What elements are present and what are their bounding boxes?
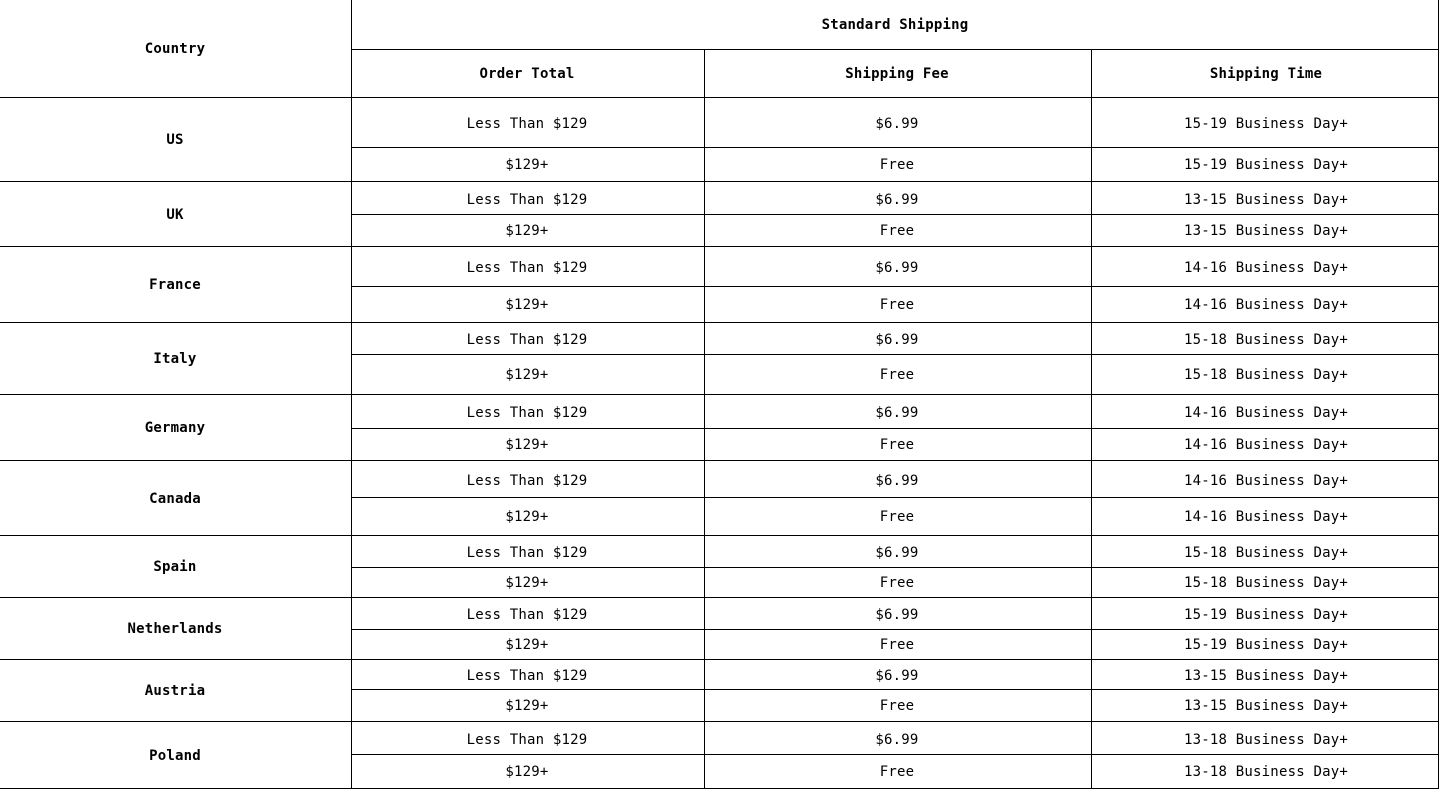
column-header: Order Total — [479, 66, 575, 82]
shipping-time-cell: 13-15 Business Day+ — [1184, 668, 1348, 684]
shipping-fee-cell: Free — [879, 764, 915, 780]
order-total-cell: Less Than $129 — [466, 731, 588, 748]
country-row-line — [0, 246, 1439, 247]
tier-row-line — [351, 428, 1439, 429]
shipping-time-cell: 13-18 Business Day+ — [1184, 731, 1348, 748]
shipping-fee-cell: $6.99 — [875, 545, 919, 561]
tier-row-line — [351, 214, 1439, 215]
order-total-cell: $129+ — [505, 637, 549, 653]
shipping-fee-cell: Free — [879, 297, 915, 313]
country-row-line — [0, 659, 1439, 660]
order-total-cell: $129+ — [505, 764, 549, 780]
order-total-cell: Less Than $129 — [466, 116, 588, 132]
shipping-time-cell: 14-16 Business Day+ — [1184, 405, 1348, 421]
tier-row-line — [351, 286, 1439, 287]
country-header: Country — [144, 41, 206, 57]
shipping-time-cell: 14-16 Business Day+ — [1184, 297, 1348, 313]
country-cell: US — [166, 132, 184, 148]
shipping-time-cell: 15-19 Business Day+ — [1184, 116, 1348, 132]
shipping-fee-cell: Free — [879, 637, 915, 653]
order-total-cell: Less Than $129 — [466, 191, 588, 208]
shipping-fee-cell: $6.99 — [875, 332, 919, 348]
shipping-time-cell: 15-18 Business Day+ — [1184, 575, 1348, 591]
country-row-line — [0, 394, 1439, 395]
order-total-cell: Less Than $129 — [466, 332, 588, 348]
shipping-time-cell: 13-18 Business Day+ — [1184, 764, 1348, 780]
header-bottom-line — [0, 97, 1439, 98]
shipping-fee-cell: $6.99 — [875, 191, 919, 208]
shipping-fee-cell: Free — [879, 698, 915, 714]
shipping-fee-cell: Free — [879, 367, 915, 383]
shipping-fee-cell: $6.99 — [875, 668, 919, 684]
shipping-fee-cell: $6.99 — [875, 260, 919, 276]
tier-row-line — [351, 754, 1439, 755]
country-row-line — [0, 460, 1439, 461]
shipping-fee-cell: $6.99 — [875, 116, 919, 132]
country-cell: Austria — [144, 683, 206, 699]
tier-row-line — [351, 689, 1439, 690]
country-row-line — [0, 788, 1439, 789]
tier-row-line — [351, 567, 1439, 568]
shipping-time-cell: 15-18 Business Day+ — [1184, 367, 1348, 383]
shipping-time-cell: 15-18 Business Day+ — [1184, 332, 1348, 348]
tier-row-line — [351, 147, 1439, 148]
shipping-fee-cell: Free — [879, 437, 915, 453]
country-cell: France — [149, 277, 201, 293]
shipping-fee-cell: Free — [879, 223, 915, 239]
order-total-cell: $129+ — [505, 297, 549, 313]
country-cell: Canada — [149, 490, 201, 507]
tier-row-line — [351, 629, 1439, 630]
shipping-time-cell: 13-15 Business Day+ — [1184, 223, 1348, 239]
shipping-time-cell: 14-16 Business Day+ — [1184, 472, 1348, 489]
order-total-cell: $129+ — [505, 509, 549, 525]
country-cell: Spain — [153, 559, 197, 575]
shipping-time-cell: 15-19 Business Day+ — [1184, 157, 1348, 173]
order-total-cell: $129+ — [505, 367, 549, 383]
shipping-time-cell: 14-16 Business Day+ — [1184, 509, 1348, 525]
column-header: Shipping Fee — [845, 66, 949, 82]
country-row-line — [0, 597, 1439, 598]
order-total-cell: $129+ — [505, 223, 549, 239]
country-cell: Germany — [144, 420, 206, 436]
order-total-cell: $129+ — [505, 575, 549, 591]
tier-row-line — [351, 497, 1439, 498]
shipping-time-cell: 13-15 Business Day+ — [1184, 698, 1348, 714]
country-cell: Italy — [153, 351, 197, 367]
shipping-time-cell: 15-19 Business Day+ — [1184, 637, 1348, 653]
column-line — [1091, 49, 1092, 789]
country-row-line — [0, 535, 1439, 536]
shipping-time-cell: 15-19 Business Day+ — [1184, 607, 1348, 623]
country-row-line — [0, 322, 1439, 323]
tier-row-line — [351, 354, 1439, 355]
shipping-time-cell: 13-15 Business Day+ — [1184, 191, 1348, 208]
country-row-line — [0, 181, 1439, 182]
shipping-fee-cell: $6.99 — [875, 607, 919, 623]
shipping-time-cell: 14-16 Business Day+ — [1184, 260, 1348, 276]
order-total-cell: $129+ — [505, 698, 549, 714]
order-total-cell: Less Than $129 — [466, 405, 588, 421]
country-row-line — [0, 721, 1439, 722]
shipping-fee-cell: $6.99 — [875, 405, 919, 421]
country-cell: Poland — [149, 747, 201, 764]
shipping-time-cell: 15-18 Business Day+ — [1184, 545, 1348, 561]
order-total-cell: Less Than $129 — [466, 545, 588, 561]
order-total-cell: Less Than $129 — [466, 472, 588, 489]
column-header: Shipping Time — [1209, 66, 1323, 82]
shipping-fee-cell: Free — [879, 575, 915, 591]
shipping-fee-cell: Free — [879, 509, 915, 525]
shipping-time-cell: 14-16 Business Day+ — [1184, 437, 1348, 453]
country-cell: Netherlands — [127, 621, 223, 637]
order-total-cell: Less Than $129 — [466, 260, 588, 276]
order-total-cell: $129+ — [505, 437, 549, 453]
country-cell: UK — [166, 206, 184, 223]
header-divider — [351, 49, 1439, 50]
shipping-fee-cell: $6.99 — [875, 472, 919, 489]
shipping-fee-cell: $6.99 — [875, 731, 919, 748]
order-total-cell: $129+ — [505, 157, 549, 173]
shipping-fee-cell: Free — [879, 157, 915, 173]
standard-shipping-header: Standard Shipping — [821, 17, 969, 33]
column-line — [704, 49, 705, 789]
order-total-cell: Less Than $129 — [466, 607, 588, 623]
order-total-cell: Less Than $129 — [466, 668, 588, 684]
